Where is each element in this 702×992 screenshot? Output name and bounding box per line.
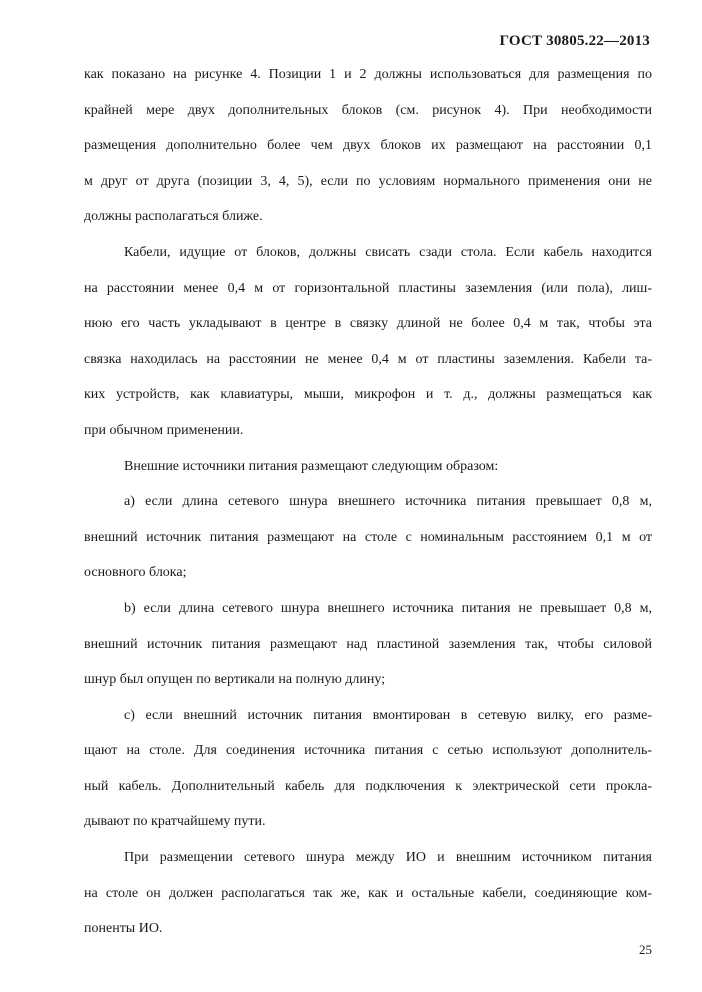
text-line: должны располагаться ближе. [84,209,263,225]
text-line: при обычном применении. [84,422,244,438]
text-line: связка находилась на расстоянии не менее 0,4 м от пластины заземления. Кабели та- [84,351,652,367]
text-line: с) если внешний источник питания вмонтирован в сетевую вилку, его разме- [124,707,652,723]
text-line: дывают по кратчайшему пути. [84,814,266,830]
text-line: ный кабель. Дополнительный кабель для подключения к электрической сети прокла- [84,778,652,794]
text-line: ких устройств, как клавиатуры, мыши, микрофон и т. д., должны размещаться как [84,387,652,403]
text-line: При размещении сетевого шнура между ИО и внешним источником питания [124,850,652,866]
text-line: как показано на рисунке 4. Позиции 1 и 2 должны использоваться для размещения по [84,67,652,82]
text-line: b) если длина сетевого шнура внешнего источника питания не превышает 0,8 м, [124,600,652,616]
text-line: м друг от друга (позиции 3, 4, 5), если по условиям нормального применения они не [84,173,652,189]
text-line: нюю его часть укладывают в центре в связку длиной не более 0,4 м так, чтобы эта [84,316,652,332]
text-line: внешний источник питания размещают над пластиной заземления так, чтобы силовой [84,636,652,652]
document-body [84,63,652,953]
document-code-header: ГОСТ 30805.22—2013 [499,33,650,49]
text-line: на столе он должен располагаться так же, как и остальные кабели, соединяющие ком- [84,885,652,901]
page-number: 25 [639,942,652,957]
text-line: внешний источник питания размещают на столе с номинальным расстоянием 0,1 м от [84,529,652,545]
text-line: Внешние источники питания размещают следующим образом: [124,458,499,474]
text-line: на расстоянии менее 0,4 м от горизонтальной пластины заземления (или пола), лиш- [84,280,652,296]
text-line: щают на столе. Для соединения источника питания с сетью используют дополнитель- [84,743,652,759]
text-line: Кабели, идущие от блоков, должны свисать сзади стола. Если кабель находится [124,244,652,260]
text-line: а) если длина сетевого шнура внешнего источника питания превышает 0,8 м, [124,494,652,510]
text-line: поненты ИО. [84,921,163,937]
text-line: крайней мере двух дополнительных блоков (см. рисунок 4). При необходимости [84,102,652,118]
text-line: шнур был опущен по вертикали на полную длину; [84,672,386,688]
text-line: размещения дополнительно более чем двух блоков их размещают на расстоянии 0,1 [84,138,652,154]
text-line: основного блока; [84,565,187,581]
